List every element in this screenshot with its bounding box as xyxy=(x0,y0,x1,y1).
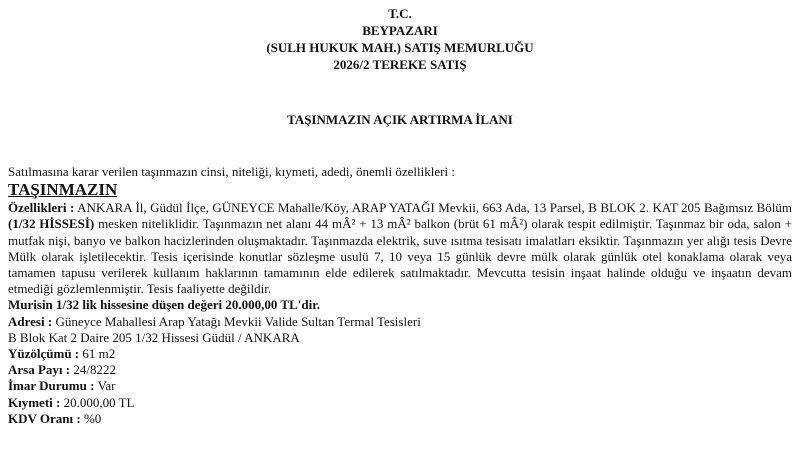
kiymeti-line xyxy=(8,395,792,411)
document-body xyxy=(8,164,792,427)
intro-text: Satılmasına karar verilen taşınmazın cinsi, niteliği, kıymeti, adedi, önemli özellikleri : xyxy=(8,164,455,179)
imar-line xyxy=(8,378,792,394)
address-text-1: Güneyce Mahallesi Arap Yatağı Mevkii Valide Sultan Termal Tesisleri xyxy=(52,313,421,329)
murisin-value-line: Murisin 1/32 lik hissesine düşen değeri 20.000,00 TL'dir. xyxy=(8,297,321,313)
kiymeti-label: Kıymeti : xyxy=(8,394,61,410)
area-label: Yüzölçümü : xyxy=(8,346,80,362)
area-line xyxy=(8,346,792,362)
kdv-value: %0 xyxy=(80,410,102,426)
arsa-line xyxy=(8,362,792,378)
kiymeti-value: 20.000,00 TL xyxy=(60,394,135,410)
header-line-place: BEYPAZARI xyxy=(362,23,438,38)
section-title: TAŞINMAZIN xyxy=(8,180,118,200)
imar-value: Var xyxy=(94,378,116,394)
kdv-label: KDV Oranı : xyxy=(8,410,81,426)
kdv-line xyxy=(8,411,792,427)
features-label: Özellikleri : xyxy=(8,200,75,216)
arsa-value: 24/8222 xyxy=(70,362,116,378)
area-value: 61 m2 xyxy=(79,346,116,362)
header-line-tc: T.C. xyxy=(388,6,412,21)
address-line-1 xyxy=(8,314,792,330)
address-label: Adresi : xyxy=(8,313,53,329)
announcement-title: TAŞINMAZIN AÇIK ARTIRMA İLANI xyxy=(287,112,513,127)
features-text-1: ANKARA İl, Güdül İlçe, GÜNEYCE Mahalle/Köy, ARAP YATAĞI Mevkii, 663 Ada, 13 Parsel, B BLOK 2. KAT 205 Bağımsız Bölüm xyxy=(74,200,792,216)
address-line-2: B Blok Kat 2 Daire 205 1/32 Hissesi Güdül / ANKARA xyxy=(8,329,300,345)
features-share: (1/32 HİSSESİ) xyxy=(8,216,95,232)
header-line-office: (SULH HUKUK MAH.) SATIŞ MEMURLUĞU xyxy=(266,40,534,55)
arsa-label: Arsa Payı : xyxy=(8,362,71,378)
features-text-2: mesken niteliklidir. Taşınmazın net alanı 44 mÂ² + 13 mÂ² balkon (brüt 61 mÂ²) olarak tespit edilmiştir. Taşınmaz bir oda, salon + mutfak nişi, banyo ve balkon hacizlerinden oluşmaktadır. Taşınmazda elektrik, suve ısıtma tesisatı imalatları eksiktir. Taşınmazın yer alığı tesis Devre Mülk olarak işletilecektir. Tesis içerisinde konutlar sözleşme usulü 7, 10 veya 15 günlük devre mülk olarak günlük otel konaklama olarak veya tamamen tapusu verilerek kullanım haklarının tamamının elde edilerek satılmaktadır. Mevcutta tesisin inşaat halinde olduğu ve inşaatın devam etmediği gözlemlenmiştir. Tesis faaliyette değildir. xyxy=(8,216,792,297)
features-paragraph xyxy=(8,200,792,297)
imar-label: İmar Durumu : xyxy=(8,378,95,394)
header-line-file: 2026/2 TEREKE SATIŞ xyxy=(333,57,467,72)
